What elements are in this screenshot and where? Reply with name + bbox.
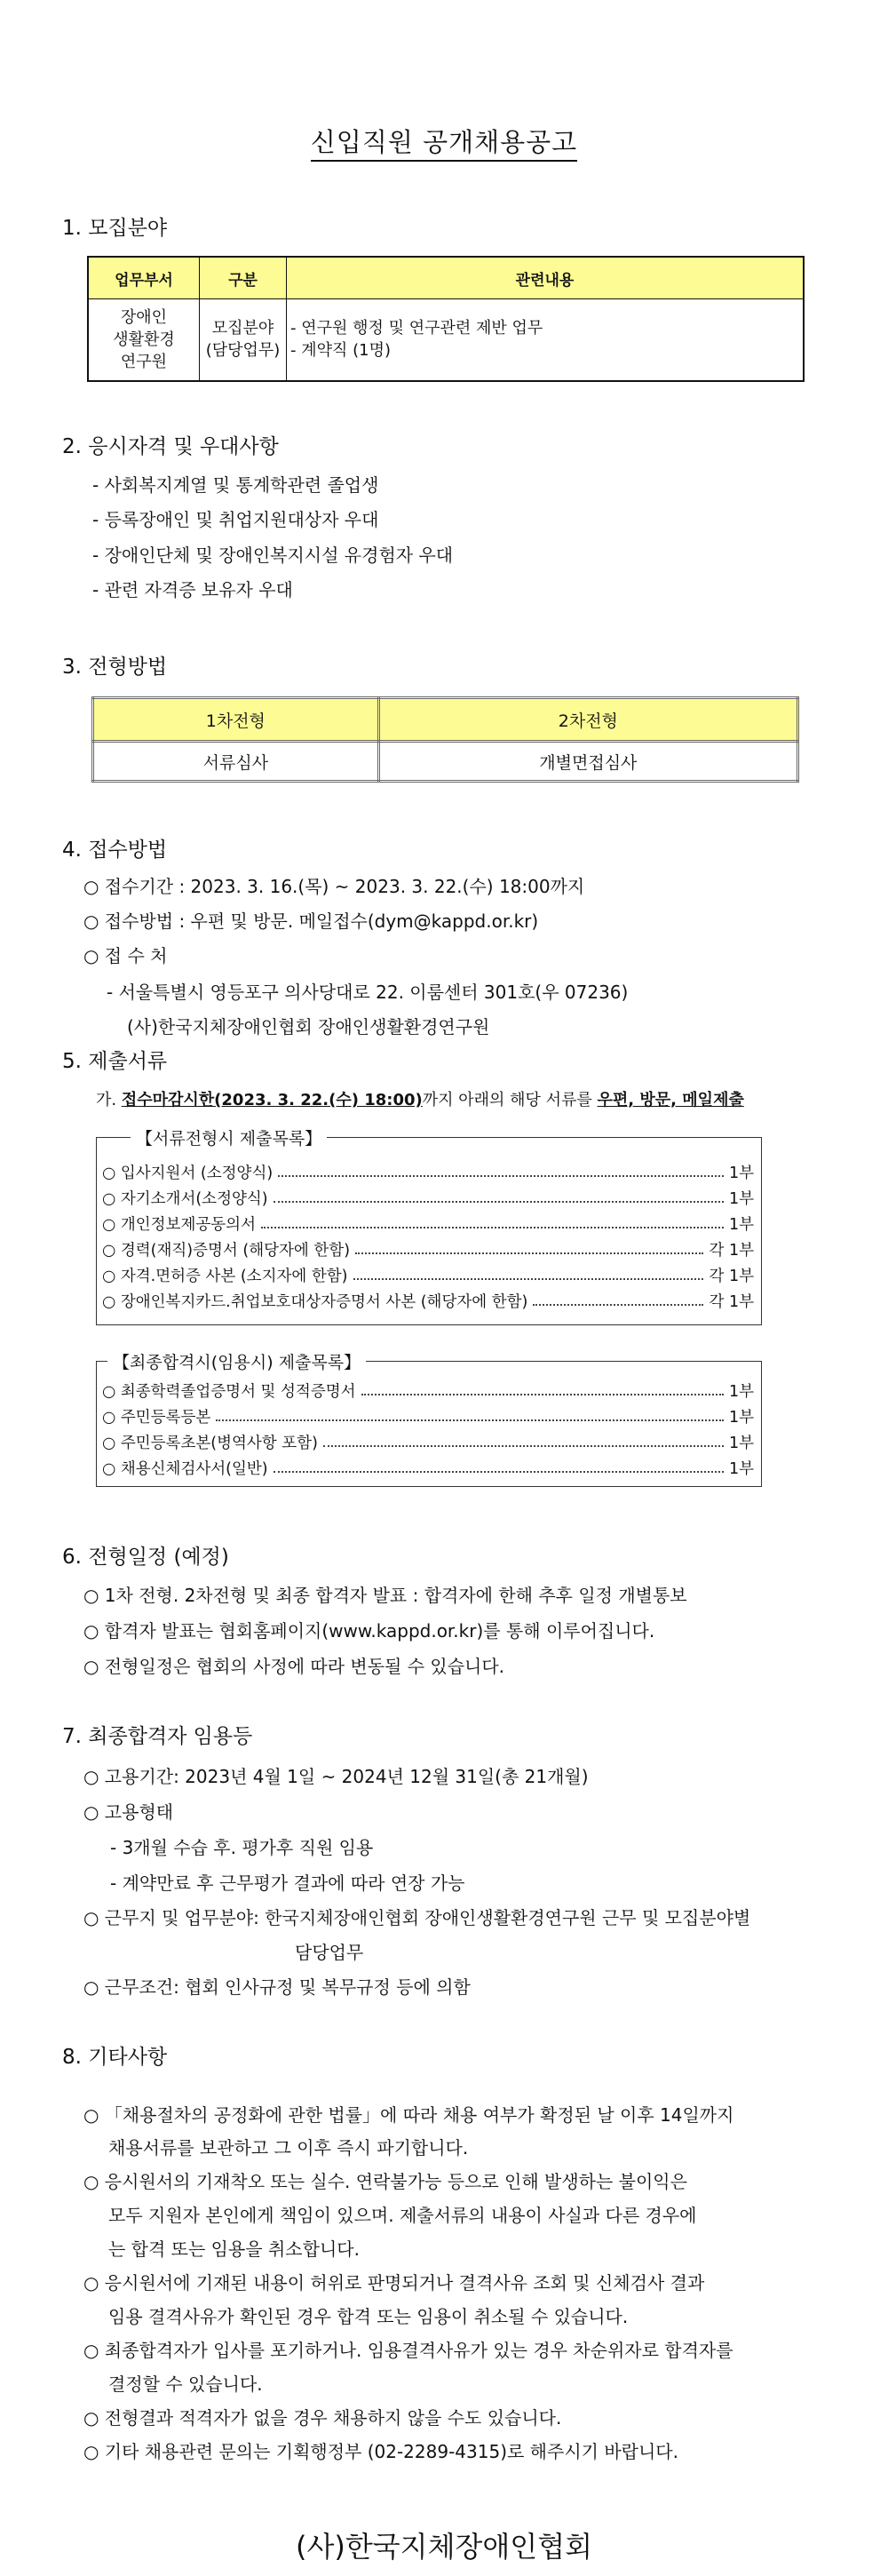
document-row: ○ 입사지원서 (소정양식) 1부 xyxy=(102,1164,754,1182)
workplace-line1: ○ 근무지 및 업무분야: 한국지체장애인협회 장애인생활환경연구원 근무 및 모집분야별 xyxy=(83,1907,751,1928)
section3-heading: 3. 전형방법 xyxy=(62,656,168,679)
notice-line: 채용서류를 보관하고 그 이후 즉시 파기합니다. xyxy=(108,2137,469,2159)
document-row: ○ 개인정보제공동의서 1부 xyxy=(102,1215,754,1234)
application-method: ○ 접수방법 : 우편 및 방문. 메일접수(dym@kappd.or.kr) xyxy=(83,910,539,932)
header-dept: 업무부서 xyxy=(88,257,200,299)
notice-line: 임용 결격사유가 확인된 경우 합격 또는 임용이 취소될 수 있습니다. xyxy=(108,2306,629,2327)
notice-line: ○ 응시원서에 기재된 내용이 허위로 판명되거나 결격사유 조회 및 신체검사 결과 xyxy=(83,2272,705,2294)
selection-method-table xyxy=(91,696,799,783)
application-place-label: ○ 접 수 처 xyxy=(83,945,168,966)
page-title: 신입직원 공개채용공고 xyxy=(0,123,888,159)
section5-heading: 5. 제출서류 xyxy=(62,1050,168,1073)
notice-line: ○ 응시원서의 기재착오 또는 실수. 연락불가능 등으로 인해 발생하는 불이익은 xyxy=(83,2171,687,2192)
content-cell: - 연구원 행정 및 연구관련 제반 업무 - 계약직 (1명) xyxy=(287,299,805,381)
screening-documents-box xyxy=(96,1129,762,1325)
dept-cell: 장애인 생활환경 연구원 xyxy=(88,299,200,381)
documents-intro: 가. 접수마감시한(2023. 3. 22.(수) 18:00)까지 아래의 해당 서류를 우편, 방문, 메일제출 xyxy=(96,1091,744,1109)
qualification-item: - 장애인단체 및 장애인복지시설 유경험자 우대 xyxy=(92,545,454,566)
application-period: ○ 접수기간 : 2023. 3. 16.(목) ~ 2023. 3. 22.(수) 18:00까지 xyxy=(83,876,585,897)
stage1-value: 서류심사 xyxy=(93,742,379,782)
final-documents-title: 【최종합격시(임용시) 제출목록】 xyxy=(107,1349,366,1373)
qualification-item: - 관련 자격증 보유자 우대 xyxy=(92,579,293,600)
schedule-item: ○ 합격자 발표는 협회홈페이지(www.kappd.or.kr)를 통해 이루어집니다. xyxy=(83,1620,655,1642)
document-row: ○ 자기소개서(소정양식) 1부 xyxy=(102,1189,754,1208)
recruitment-table xyxy=(87,256,805,382)
employment-type-item: - 계약만료 후 근무평가 결과에 따라 연장 가능 xyxy=(110,1872,465,1894)
document-row: ○ 장애인복지카드.취업보호대상자증명서 사본 (해당자에 한함) 각 1부 xyxy=(102,1292,754,1311)
employment-period: ○ 고용기간: 2023년 4월 1일 ~ 2024년 12월 31일(총 21개월) xyxy=(83,1766,589,1787)
employment-type-item: - 3개월 수습 후. 평가후 직원 임용 xyxy=(110,1837,374,1858)
notice-line: ○ 기타 채용관련 문의는 기획행정부 (02-2289-4315)로 해주시기 바랍니다. xyxy=(83,2441,678,2462)
stage2-header: 2차전형 xyxy=(378,698,797,742)
notice-line: ○ 「채용절차의 공정화에 관한 법률」에 따라 채용 여부가 확정된 날 이후 14일까지 xyxy=(83,2104,734,2126)
organization-footer: (사)한국지체장애인협회 xyxy=(295,2530,593,2564)
workplace-line2: 담당업무 xyxy=(295,1942,364,1963)
section8-heading: 8. 기타사항 xyxy=(62,2046,168,2069)
document-row: ○ 주민등록초본(병역사항 포함) 1부 xyxy=(102,1434,754,1452)
section1-heading: 1. 모집분야 xyxy=(62,217,168,240)
document-row: ○ 자격.면허증 사본 (소지자에 한함) 각 1부 xyxy=(102,1267,754,1285)
document-row: ○ 경력(재직)증명서 (해당자에 한함) 각 1부 xyxy=(102,1241,754,1260)
final-documents-box xyxy=(96,1353,762,1487)
stage2-value: 개별면접심사 xyxy=(378,742,797,782)
section6-heading: 6. 전형일정 (예정) xyxy=(62,1546,229,1569)
qualification-item: - 사회복지계열 및 통계학관련 졸업생 xyxy=(92,474,379,496)
header-content: 관련내용 xyxy=(287,257,805,299)
application-org: (사)한국지체장애인협회 장애인생활환경연구원 xyxy=(127,1016,490,1038)
employment-type-label: ○ 고용형태 xyxy=(83,1801,174,1823)
stage1-header: 1차전형 xyxy=(93,698,379,742)
schedule-item: ○ 1차 전형. 2차전형 및 최종 합격자 발표 : 합격자에 한해 추후 일정 개별통보 xyxy=(83,1585,687,1606)
section2-heading: 2. 응시자격 및 우대사항 xyxy=(62,435,279,458)
notice-line: 는 합격 또는 임용을 취소합니다. xyxy=(108,2238,360,2260)
category-cell: 모집분야 (담당업무) xyxy=(200,299,287,381)
screening-documents-title: 【서류전형시 제출목록】 xyxy=(131,1125,327,1149)
header-category: 구분 xyxy=(200,257,287,299)
qualification-item: - 등록장애인 및 취업지원대상자 우대 xyxy=(92,509,379,530)
document-row: ○ 채용신체검사서(일반) 1부 xyxy=(102,1459,754,1478)
section7-heading: 7. 최종합격자 임용등 xyxy=(62,1725,253,1748)
notice-line: ○ 전형결과 적격자가 없을 경우 채용하지 않을 수도 있습니다. xyxy=(83,2407,562,2429)
document-row: ○ 주민등록등본 1부 xyxy=(102,1408,754,1427)
notice-line: 모두 지원자 본인에게 책임이 있으며. 제출서류의 내용이 사실과 다른 경우에 xyxy=(108,2205,697,2226)
notice-line: ○ 최종합격자가 입사를 포기하거나. 임용결격사유가 있는 경우 차순위자로 합격자를 xyxy=(83,2340,733,2361)
notice-line: 결정할 수 있습니다. xyxy=(108,2373,263,2395)
application-address: - 서울특별시 영등포구 의사당대로 22. 이룸센터 301호(우 07236) xyxy=(107,982,629,1003)
section4-heading: 4. 접수방법 xyxy=(62,839,168,862)
document-row: ○ 최종학력졸업증명서 및 성적증명서 1부 xyxy=(102,1382,754,1401)
work-conditions: ○ 근무조건: 협회 인사규정 및 복무규정 등에 의함 xyxy=(83,1976,471,1998)
schedule-item: ○ 전형일정은 협회의 사정에 따라 변동될 수 있습니다. xyxy=(83,1656,505,1677)
